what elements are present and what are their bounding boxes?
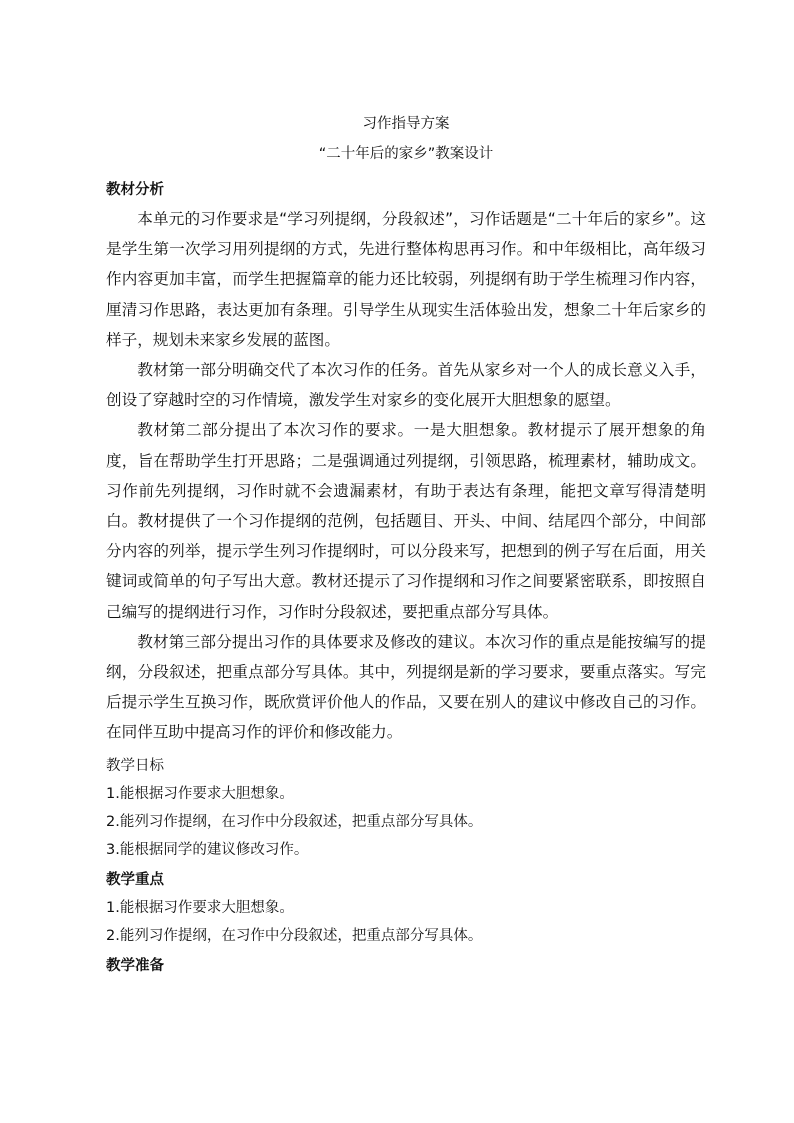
paragraph: 教材第一部分明确交代了本次习作的任务。首先从家乡对一个人的成长意义入手，创设了穿越时空的习作情境，激发学生对家乡的变化展开大胆想象的愿望。 xyxy=(106,361,706,410)
document-subtitle: “二十年后的家乡”教案设计 xyxy=(318,146,494,162)
document-body xyxy=(106,112,706,980)
list-item: 3.能根据同学的建议修改习作。 xyxy=(106,841,309,858)
section-heading-goals: 教学日标 xyxy=(106,757,164,774)
section-heading-preparation: 教学准备 xyxy=(106,957,164,974)
section-heading-analysis: 教材分析 xyxy=(106,182,164,198)
list-item: 2.能列习作提纲，在习作中分段叙述，把重点部分写具体。 xyxy=(106,927,483,944)
list-item: 1.能根据习作要求大胆想象。 xyxy=(106,899,294,916)
document-title: 习作指导方案 xyxy=(362,116,450,132)
paragraph: 教材第二部分提出了本次习作的要求。一是大胆想象。教材提示了展开想象的角度，旨在帮助学生打开思路；二是强调通过列提纲，引领思路，梳理素材，辅助成文。习作前先列提纲，习作时就不会遗漏素材，有助于表达有条理，能把文章写得清楚明白。教材提供了一个习作提纲的范例，包括题目、开头、中间、结尾四个部分，中间部分内容的列举，提示学生列习作提纲时，可以分段来写，把想到的例子写在后面，用关键词或简单的句子写出大意。教材还提示了习作提纲和习作之间要紧密联系，即按照自己编写的提纲进行习作，习作时分段叙述，要把重点部分写具体。 xyxy=(106,421,706,621)
section-heading-key-points: 教学重点 xyxy=(106,871,164,888)
list-item: 2.能列习作提纲，在习作中分段叙述，把重点部分写具体。 xyxy=(106,813,483,830)
list-item: 1.能根据习作要求大胆想象。 xyxy=(106,785,294,802)
paragraph: 本单元的习作要求是“学习列提纲，分段叙述”，习作话题是“二十年后的家乡”。这是学生第一次学习用列提纲的方式，先进行整体构思再习作。和中年级相比，高年级习作内容更加丰富，而学生把握篇章的能力还比较弱，列提纲有助于学生梳理习作内容，厘清习作思路，表达更加有条理。引导学生从现实生活体验出发，想象二十年后家乡的样子，规划未来家乡发展的蓝图。 xyxy=(106,210,706,349)
paragraph: 教材第三部分提出习作的具体要求及修改的建议。本次习作的重点是能按编写的提纲，分段叙述，把重点部分写具体。其中，列提纲是新的学习要求，要重点落实。写完后提示学生互换习作，既欣赏评价他人的作品，又要在别人的建议中修改自己的习作。在同伴互助中提高习作的评价和修改能力。 xyxy=(106,632,706,742)
